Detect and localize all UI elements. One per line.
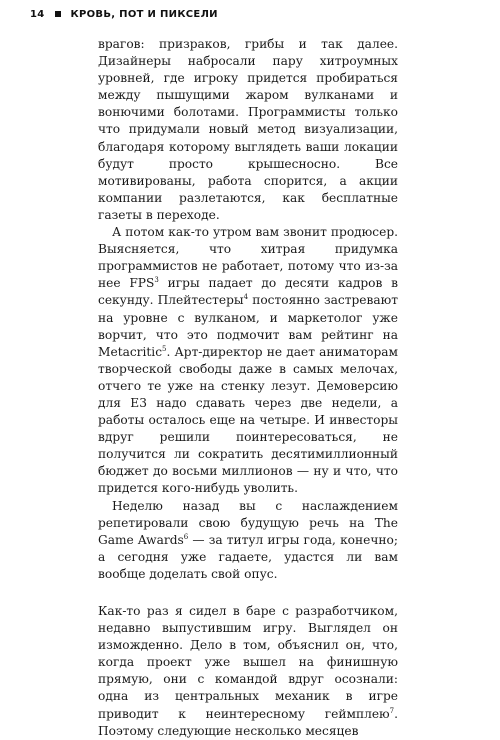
running-header	[30, 4, 500, 24]
paragraph-1-text: врагов: призраков, грибы и так далее. Дизайнеры набросали пару хитроумных уровней, где игроку придется пробираться между пышущими жаром вулканами и вонючими болотами. Программисты только что придумали новый метод визуализации, благодаря которому выглядеть ваши локации будут просто крышесносно. Все мотивированы, работа спорится, а акции компании разлетаются, как бесплатные газеты в переходе.	[98, 37, 398, 222]
paragraph-3-text-a: Неделю назад вы с наслаждением репетировали свою будущую речь на The Game Awards	[98, 498, 398, 547]
body-text	[98, 36, 398, 740]
paragraph-3-text-b: — за титул игры года, конечно; а сегодня уже гадаете, удастся ли вам вообще доделать свой опус.	[98, 532, 398, 581]
footnote-ref-6: 6	[183, 532, 189, 541]
footnote-ref-4: 4	[243, 293, 249, 302]
footnote-ref-7: 7	[389, 706, 395, 715]
page-number: 14	[30, 8, 45, 20]
paragraph-2	[98, 224, 398, 498]
paragraph-2-text-a: А потом как-то утром вам звонит продюсер. Выясняется, что хитрая придумка программистов не работает, потому что из-за нее FPS	[98, 225, 398, 291]
paragraph-4-text-a: Как-то раз я сидел в баре с разработчиком, недавно выпустившим игру. Выглядел он изможденно. Дело в том, объяснил он, что, когда проект уже вышел на финишную прямую, они с командой вдруг осознали: одна из центральных механик в игре приводит к неинтересному геймплею	[98, 604, 398, 721]
paragraph-1	[98, 36, 398, 224]
running-title: КРОВЬ, ПОТ И ПИКСЕЛИ	[70, 8, 218, 20]
paragraph-2-text-b: игры падает до десяти кадров в секунду. Плейтестеры	[98, 276, 398, 308]
paragraph-4	[98, 603, 398, 740]
footnote-ref-5: 5	[162, 344, 167, 353]
paragraph-2-text-d: . Арт-директор не дает аниматорам творческой свободы даже в самых мелочах, отчего те уже на стенку лезут. Демоверсию для E3 надо сдавать через две недели, а работы осталось еще на четыре. И инвесторы вдруг решили поинтересоваться, не получится ли сократить десятимиллионный бюджет до восьми миллионов — ну и что, что придется кого-нибудь уволить.	[98, 344, 398, 496]
paragraph-3	[98, 498, 398, 583]
paragraph-2-text-c: постоянно застревают на уровне с вулканом, и маркетолог уже ворчит, что это подмочит вам рейтинг на Metacritic	[98, 293, 398, 359]
header-separator-square	[55, 11, 61, 17]
paragraph-4-text-b: . Поэтому следующие несколько месяцев	[98, 706, 398, 738]
footnote-ref-3: 3	[154, 276, 159, 285]
section-gap	[98, 583, 398, 603]
